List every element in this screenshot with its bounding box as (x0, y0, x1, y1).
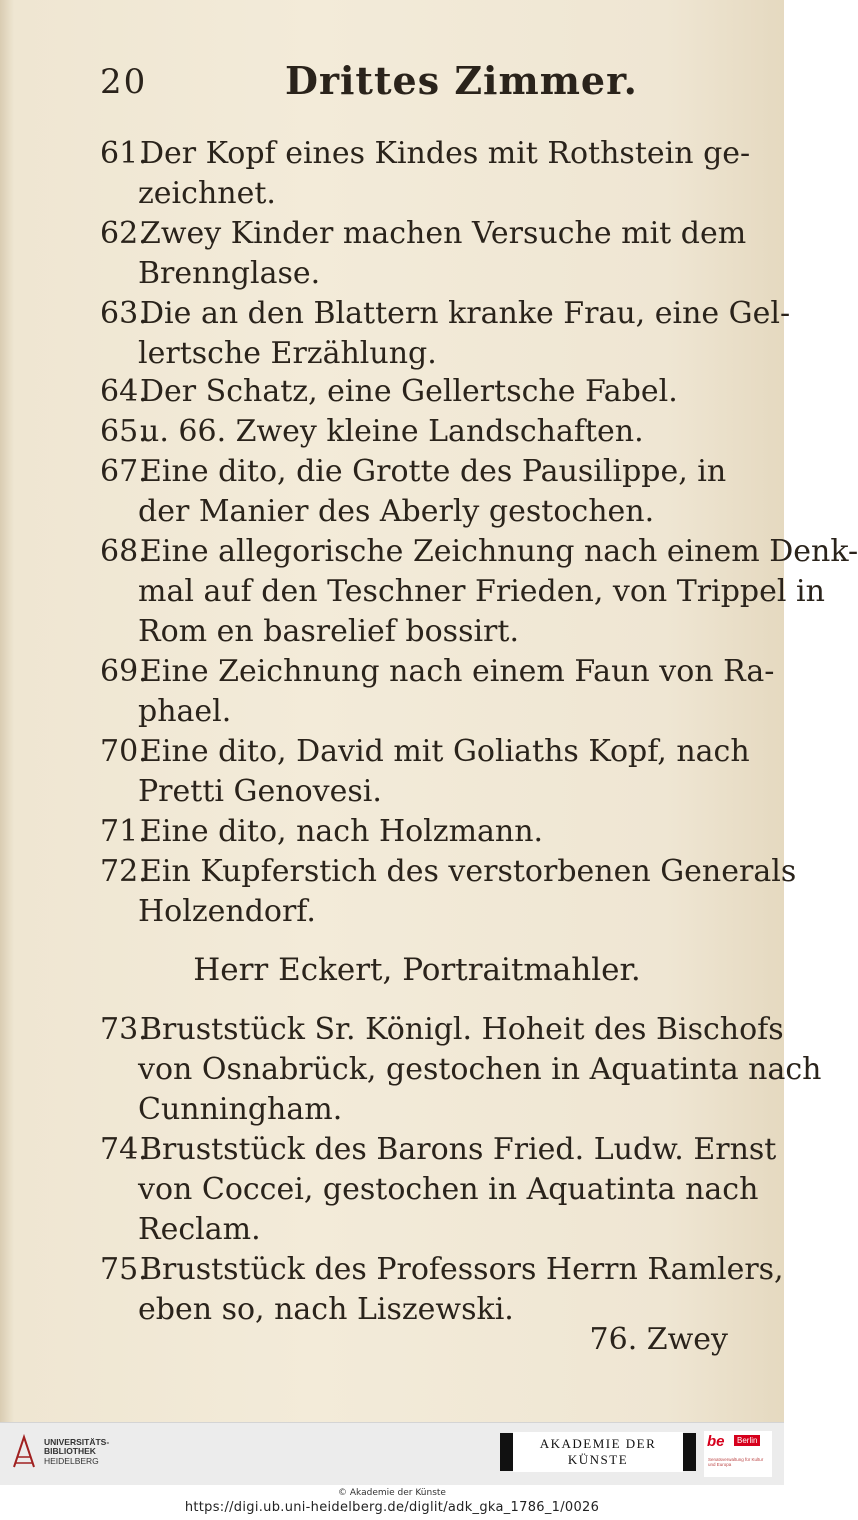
entry-line: Brennglase. (138, 256, 321, 291)
entry-number: 68. (100, 534, 148, 569)
entry-text: Bruststück Sr. Königl. Hoheit des Bischofs (140, 1012, 784, 1047)
be-berlin-logo[interactable] (704, 1431, 772, 1477)
adk-logo-text: AKADEMIE DER KÜNSTE (513, 1432, 683, 1472)
entry-line (100, 1250, 784, 1290)
entry-line: phael. (138, 694, 232, 729)
entry-line: Pretti Genovesi. (138, 774, 382, 809)
page-url[interactable]: https://digi.ub.uni-heidelberg.de/diglit/adk_gka_1786_1/0026 (184, 1500, 600, 1515)
catalogue-entry (100, 812, 740, 852)
entry-text: Der Schatz, eine Gellertsche Fabel. (140, 374, 678, 409)
entry-text: Bruststück des Professors Herrn Ramlers, (140, 1252, 784, 1287)
catalogue-entry (100, 452, 740, 532)
entry-line (100, 294, 791, 334)
entry-line: Cunningham. (138, 1092, 343, 1127)
entry-line: lertsche Erzählung. (138, 336, 437, 371)
entry-number: 62. (100, 216, 148, 251)
entry-line (100, 134, 751, 174)
ub-heidelberg-mark-icon (10, 1433, 38, 1471)
entry-text: Zwey Kinder machen Versuche mit dem (140, 216, 747, 251)
entry-line (100, 412, 740, 452)
entry-number: 71. (100, 814, 148, 849)
berlin-logo-box: Berlin (734, 1435, 760, 1446)
entry-text: Die an den Blattern kranke Frau, eine Gel- (140, 296, 791, 331)
entry-line (100, 652, 775, 692)
entry-line (100, 532, 858, 572)
catalogue-entry (100, 1130, 777, 1250)
catalogue-entry (100, 732, 750, 812)
akademie-der-kuenste-logo[interactable] (500, 1433, 696, 1471)
entry-line: Rom en basrelief bossirt. (138, 614, 519, 649)
entry-text: u. 66. Zwey kleine Landschaften. (140, 414, 644, 449)
entry-number: 64. (100, 374, 148, 409)
catalogue-entry (100, 372, 740, 412)
entry-text: Eine Zeichnung nach einem Faun von Ra- (140, 654, 775, 689)
catalogue-entry (100, 1250, 784, 1330)
catalogue-entry (100, 412, 740, 452)
running-head: Drittes Zimmer. (285, 58, 638, 103)
entry-line (100, 732, 750, 772)
ub-logo-text: UNIVERSITÄTS- BIBLIOTHEK HEIDELBERG (44, 1436, 110, 1466)
entry-line (100, 214, 747, 254)
entry-number: 73. (100, 1012, 148, 1047)
entry-text: Eine allegorische Zeichnung nach einem Denk- (140, 534, 858, 569)
entry-line (100, 812, 740, 852)
ub-heidelberg-logo[interactable] (10, 1433, 109, 1471)
catalogue-entry (100, 294, 791, 374)
catalogue-entry (100, 134, 751, 214)
senate-caption: Senatsverwaltung für Kultur und Europa (708, 1457, 764, 1467)
entry-number: 65. (100, 414, 148, 449)
catchword: 76. Zwey (589, 1322, 728, 1357)
entry-text: Eine dito, die Grotte des Pausilippe, in (140, 454, 727, 489)
entry-line (100, 372, 740, 412)
entry-number: 74. (100, 1132, 148, 1167)
entry-number: 61. (100, 136, 148, 171)
catalogue-entry (100, 1010, 822, 1130)
entry-text: Ein Kupferstich des verstorbenen Generals (140, 854, 797, 889)
be-logo-text: be (707, 1433, 725, 1450)
entry-line (100, 1010, 784, 1050)
entry-line (100, 852, 797, 892)
entry-line: eben so, nach Liszewski. (138, 1292, 514, 1327)
entry-number: 63. (100, 296, 148, 331)
page-number: 20 (100, 62, 148, 102)
catalogue-entry (100, 214, 747, 294)
entry-text: Eine dito, David mit Goliaths Kopf, nach (140, 734, 750, 769)
section-heading: Herr Eckert, Portraitmahler. (193, 952, 641, 988)
entry-line (100, 452, 740, 492)
entry-text: Bruststück des Barons Fried. Ludw. Ernst (140, 1132, 777, 1167)
entry-text: Der Kopf eines Kindes mit Rothstein ge- (140, 136, 751, 171)
entry-line: mal auf den Teschner Frieden, von Trippel in (138, 574, 825, 609)
entry-line: Reclam. (138, 1212, 261, 1247)
entry-number: 69. (100, 654, 148, 689)
entry-line: von Osnabrück, gestochen in Aquatinta nach (138, 1052, 822, 1087)
catalogue-entry (100, 652, 775, 732)
entry-line: Holzendorf. (138, 894, 316, 929)
catalogue-entry (100, 532, 858, 652)
entry-line: zeichnet. (138, 176, 276, 211)
entry-text: Eine dito, nach Holzmann. (140, 814, 544, 849)
entry-number: 67. (100, 454, 148, 489)
entry-line: von Coccei, gestochen in Aquatinta nach (138, 1172, 759, 1207)
copyright-notice: © Akademie der Künste (338, 1488, 446, 1498)
entry-number: 70. (100, 734, 148, 769)
entry-line: der Manier des Aberly gestochen. (138, 494, 655, 529)
entry-line (100, 1130, 777, 1170)
entry-number: 72. (100, 854, 148, 889)
catalogue-entry (100, 852, 797, 932)
footer-logo-strip (0, 1422, 784, 1485)
entry-number: 75. (100, 1252, 148, 1287)
